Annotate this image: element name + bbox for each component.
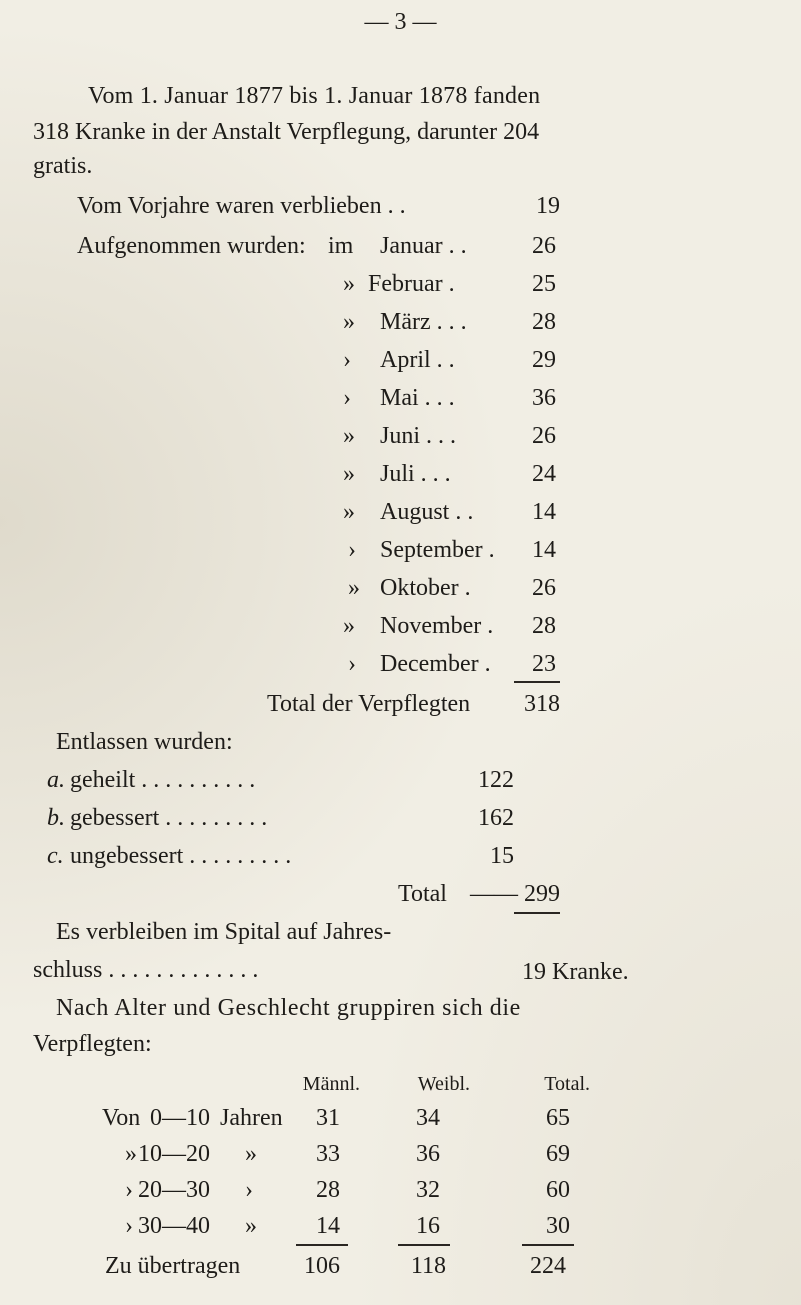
row-mark: ›	[125, 1213, 133, 1239]
month-mark: »	[348, 575, 360, 601]
discharged-value: 122	[478, 767, 514, 793]
month-value: 28	[532, 309, 556, 335]
month-mark: im	[328, 233, 354, 259]
row-mark: ›	[125, 1177, 133, 1203]
discharged-value: 162	[478, 805, 514, 831]
month-name: Februar .	[368, 271, 455, 297]
month-value: 14	[532, 499, 556, 525]
discharged-text: gebessert . . . . . . . . .	[70, 805, 268, 831]
carry-male: 106	[304, 1253, 340, 1279]
month-mark: ›	[343, 385, 351, 411]
row-unit: »	[245, 1141, 257, 1167]
header-female: Weibl.	[417, 1073, 470, 1095]
month-value: 26	[532, 233, 556, 259]
sum-rule	[514, 681, 560, 683]
header-total: Total.	[544, 1073, 590, 1095]
discharged-letter: b.	[47, 805, 65, 831]
sum-rule	[522, 1244, 574, 1246]
discharged-label: Entlassen wurden:	[56, 729, 233, 755]
row-male: 28	[316, 1177, 340, 1203]
row-range: 20—30	[138, 1177, 210, 1203]
month-name: Oktober .	[380, 575, 471, 601]
month-name: Juni . . .	[380, 423, 457, 449]
month-value: 26	[532, 575, 556, 601]
month-mark: »	[343, 423, 355, 449]
row-mark: »	[125, 1141, 137, 1167]
month-value: 29	[532, 347, 556, 373]
discharged-value: 15	[490, 843, 514, 869]
month-value: 25	[532, 271, 556, 297]
month-name: December .	[380, 651, 491, 677]
month-name: November .	[380, 613, 494, 639]
intro-line-3: gratis.	[33, 153, 93, 179]
row-male: 31	[316, 1105, 340, 1131]
month-mark: ›	[343, 347, 351, 373]
row-male: 33	[316, 1141, 340, 1167]
intro-line-2: 318 Kranke in der Anstalt Verpflegung, darunter 204	[33, 119, 540, 145]
discharged-total-label: Total	[398, 881, 447, 907]
discharged-total-value: 299	[524, 881, 560, 907]
carry-total: 224	[530, 1253, 566, 1279]
remaining-line-2: schluss . . . . . . . . . . . . .	[33, 957, 259, 983]
header-male: Männl.	[302, 1073, 360, 1095]
month-name: September .	[380, 537, 495, 563]
month-value: 24	[532, 461, 556, 487]
row-female: 32	[416, 1177, 440, 1203]
row-female: 34	[416, 1105, 440, 1131]
discharged-total-dash: ——	[470, 881, 518, 907]
sum-rule	[398, 1244, 450, 1246]
sum-rule	[296, 1244, 348, 1246]
carryover-label: Vom Vorjahre waren verblieben . .	[77, 193, 406, 219]
month-mark: ›	[348, 537, 356, 563]
remaining-line-1: Es verbleiben im Spital auf Jahres-	[56, 919, 392, 945]
row-total: 60	[546, 1177, 570, 1203]
carryover-value: 19	[536, 193, 560, 219]
row-range: 30—40	[138, 1213, 210, 1239]
month-mark: »	[343, 499, 355, 525]
grouping-line-1: Nach Alter und Geschlecht gruppiren sich die	[56, 995, 521, 1021]
month-name: März . . .	[380, 309, 467, 335]
month-mark: »	[343, 461, 355, 487]
row-range: 0—10	[150, 1105, 210, 1131]
month-mark: ›	[348, 651, 356, 677]
remaining-value: 19 Kranke.	[522, 959, 629, 985]
month-value: 28	[532, 613, 556, 639]
row-female: 36	[416, 1141, 440, 1167]
row-total: 30	[546, 1213, 570, 1239]
month-value: 23	[532, 651, 556, 677]
row-unit: Jahren	[220, 1105, 283, 1131]
intro-line-1: Vom 1. Januar 1877 bis 1. Januar 1878 fanden	[88, 83, 541, 109]
carry-label: Zu übertragen	[105, 1253, 241, 1279]
row-unit: ›	[245, 1177, 253, 1203]
row-male: 14	[316, 1213, 340, 1239]
discharged-text: geheilt . . . . . . . . . .	[70, 767, 256, 793]
row-mark: Von	[102, 1105, 141, 1131]
carry-female: 118	[410, 1253, 446, 1279]
row-unit: »	[245, 1213, 257, 1239]
month-name: Januar . .	[380, 233, 467, 259]
month-name: Juli . . .	[380, 461, 451, 487]
admissions-total-value: 318	[524, 691, 560, 717]
row-female: 16	[416, 1213, 440, 1239]
month-name: April . .	[380, 347, 455, 373]
admissions-label: Aufgenommen wurden:	[77, 233, 306, 259]
row-total: 69	[546, 1141, 570, 1167]
month-value: 14	[532, 537, 556, 563]
month-value: 36	[532, 385, 556, 411]
sum-rule	[514, 912, 560, 914]
discharged-letter: a.	[47, 767, 65, 793]
row-range: 10—20	[138, 1141, 210, 1167]
month-value: 26	[532, 423, 556, 449]
discharged-letter: c.	[47, 843, 64, 869]
admissions-total-label: Total der Verpflegten	[267, 691, 471, 717]
grouping-line-2: Verpflegten:	[33, 1031, 152, 1057]
month-mark: »	[343, 613, 355, 639]
month-name: Mai . . .	[380, 385, 455, 411]
month-mark: »	[343, 309, 355, 335]
page-number: — 3 —	[364, 9, 437, 35]
month-mark: »	[343, 271, 355, 297]
discharged-text: ungebessert . . . . . . . . .	[70, 843, 292, 869]
row-total: 65	[546, 1105, 570, 1131]
month-name: August . .	[380, 499, 474, 525]
